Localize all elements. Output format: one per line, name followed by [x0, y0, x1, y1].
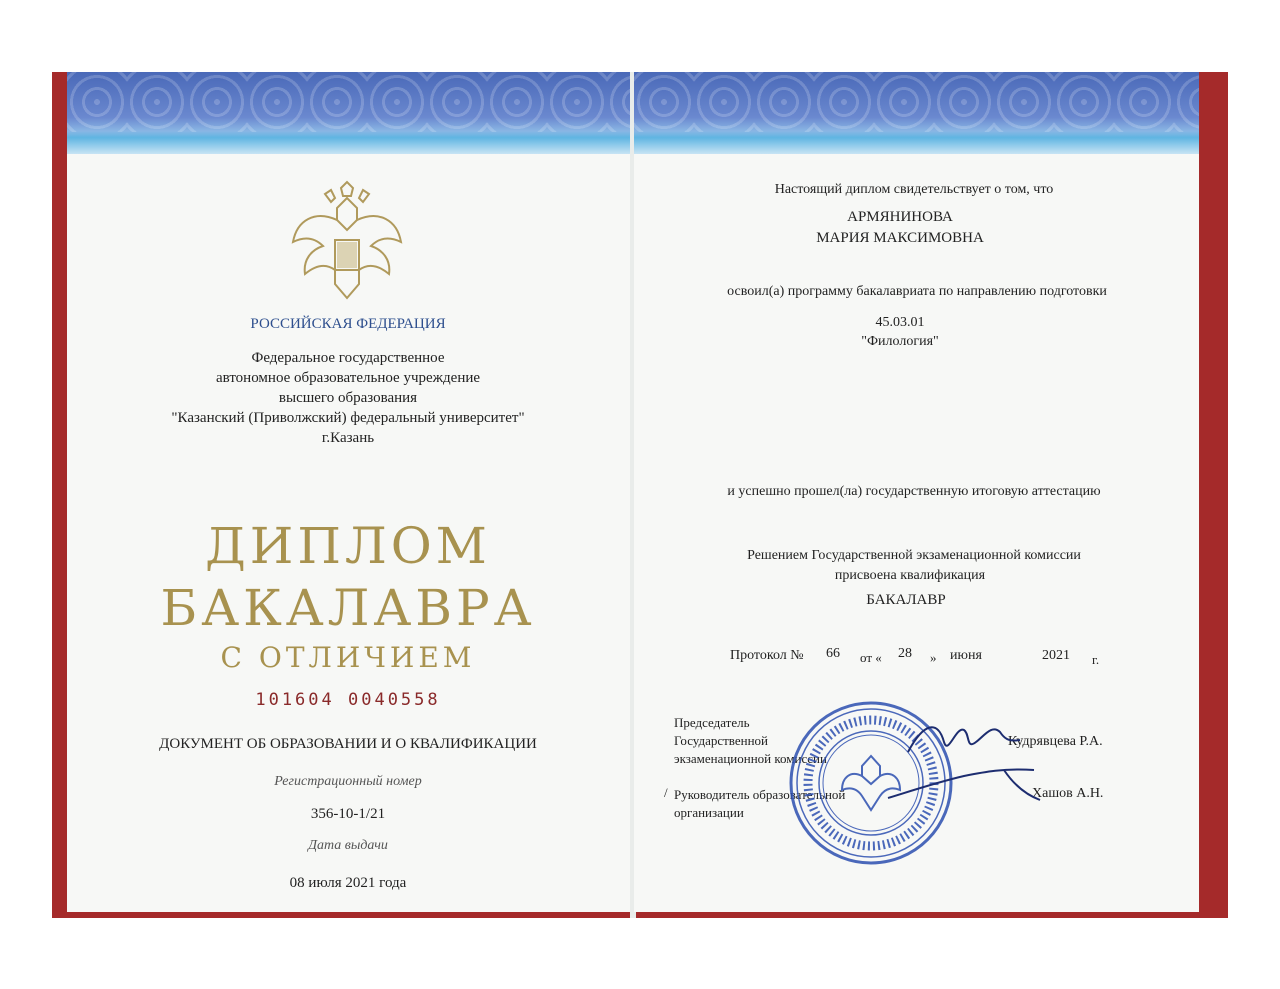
security-band-right — [634, 72, 1199, 154]
intro-text: Настоящий диплом свидетельствует о том, что — [774, 182, 1054, 197]
serial-number: 101604 0040558 — [255, 690, 441, 710]
chair-title-3: экзаменационной комиссии — [674, 751, 827, 766]
signature-chair — [904, 712, 1024, 762]
diploma-title-line-1: ДИПЛОМ — [205, 517, 491, 575]
head-name: Хашов А.Н. — [1032, 786, 1104, 801]
attestation-text: и успешно прошел(ла) государственную итоговую аттестацию — [727, 484, 1101, 499]
chair-title-2: Государственной — [674, 733, 769, 748]
institution-line-2: автономное образовательное учреждение — [215, 370, 481, 386]
issue-date-label: Дата выдачи — [308, 838, 388, 853]
protocol-close-quote: » — [930, 650, 937, 665]
protocol-day: 28 — [898, 646, 912, 661]
chair-title-1: Председатель — [674, 715, 750, 730]
protocol-year-suffix: г. — [1092, 652, 1100, 667]
protocol-label: Протокол № — [730, 648, 804, 663]
diploma-title-honors: С ОТЛИЧИЕМ — [220, 641, 476, 674]
diploma-title-line-2: БАКАЛАВРА — [160, 579, 536, 637]
graduate-surname: АРМЯНИНОВА — [847, 209, 953, 225]
institution-line-1: Федеральное государственное — [251, 350, 445, 366]
right-page — [634, 72, 1199, 912]
registration-number: 356-10-1/21 — [310, 806, 386, 822]
country-heading: РОССИЙСКАЯ ФЕДЕРАЦИЯ — [250, 316, 446, 332]
chair-name: Кудрявцева Р.А. — [1008, 734, 1103, 749]
program-text: освоил(а) программу бакалавриата по направлению подготовки — [727, 284, 1107, 299]
head-title-2: организации — [674, 805, 744, 820]
protocol-year: 2021 — [1042, 648, 1070, 663]
decision-line-2: присвоена квалификация — [834, 568, 986, 583]
security-band — [67, 72, 632, 154]
institution-city: г.Казань — [321, 430, 375, 446]
qualification: БАКАЛАВР — [866, 592, 946, 608]
graduate-given-names: МАРИЯ МАКСИМОВНА — [816, 230, 984, 246]
left-page — [67, 72, 632, 912]
slash-mark: / — [664, 785, 668, 800]
registration-label: Регистрационный номер — [274, 774, 422, 789]
head-title-1: Руководитель образовательной — [674, 787, 846, 802]
issue-date: 08 июля 2021 года — [289, 875, 407, 891]
protocol-from-label: от « — [860, 650, 882, 665]
document-type: ДОКУМЕНТ ОБ ОБРАЗОВАНИИ И О КВАЛИФИКАЦИИ — [159, 736, 537, 752]
institution-line-3: высшего образования — [278, 390, 418, 406]
institution-line-4: "Казанский (Приволжский) федеральный университет" — [171, 410, 525, 426]
program-name: "Филология" — [861, 334, 939, 349]
protocol-number: 66 — [826, 646, 840, 661]
signature-head — [884, 762, 1044, 812]
program-code: 45.03.01 — [875, 315, 925, 330]
coat-of-arms-emblem — [285, 180, 409, 308]
protocol-month: июня — [950, 648, 982, 663]
decision-line-1: Решением Государственной экзаменационной комиссии — [747, 548, 1081, 563]
